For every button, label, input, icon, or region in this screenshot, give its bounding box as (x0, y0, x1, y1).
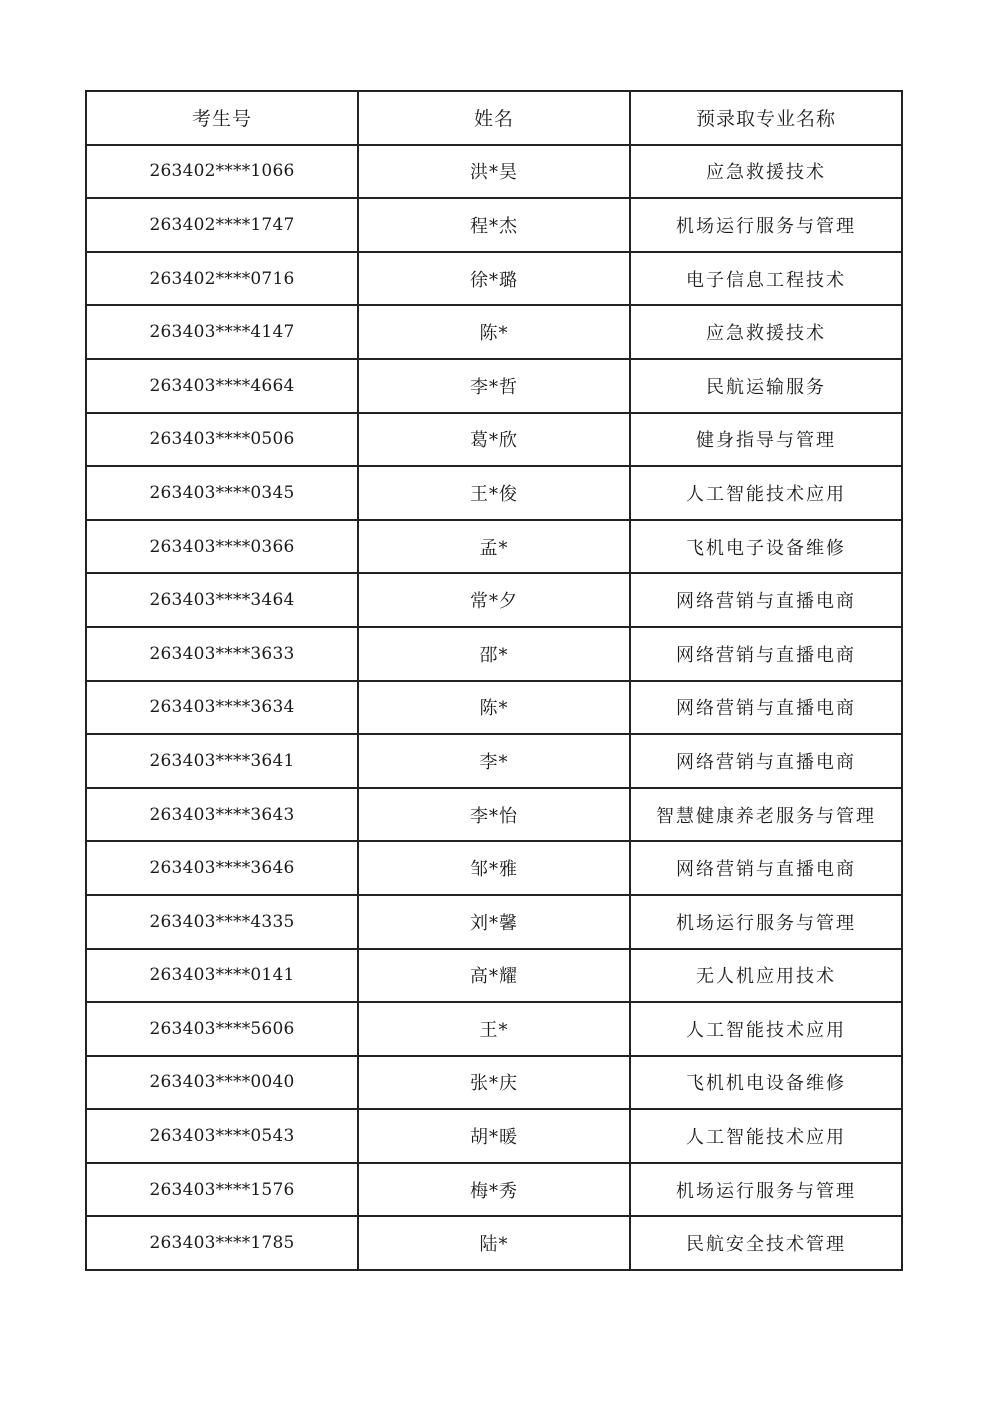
major-name-cell: 电子信息工程技术 (630, 252, 902, 306)
major-name-cell: 人工智能技术应用 (630, 466, 902, 520)
major-name-cell: 网络营销与直播电商 (630, 734, 902, 788)
major-name-cell: 应急救援技术 (630, 145, 902, 199)
student-name-cell: 洪*昊 (358, 145, 630, 199)
student-name-cell: 胡*暖 (358, 1109, 630, 1163)
candidate-id-cell: 263403****0141 (86, 949, 358, 1003)
student-name-cell: 梅*秀 (358, 1163, 630, 1217)
candidate-id-cell: 263403****4147 (86, 305, 358, 359)
student-name-cell: 常*夕 (358, 573, 630, 627)
major-name-cell: 人工智能技术应用 (630, 1002, 902, 1056)
student-name-cell: 邵* (358, 627, 630, 681)
student-name-cell: 邹*雅 (358, 841, 630, 895)
candidate-id-cell: 263402****0716 (86, 252, 358, 306)
student-name-cell: 徐*璐 (358, 252, 630, 306)
student-name-cell: 孟* (358, 520, 630, 574)
table-row (86, 681, 902, 735)
candidate-id-cell: 263403****0543 (86, 1109, 358, 1163)
table-row (86, 1002, 902, 1056)
table-row (86, 1056, 902, 1110)
major-name-cell: 网络营销与直播电商 (630, 681, 902, 735)
student-name-cell: 陆* (358, 1216, 630, 1270)
major-name-cell: 健身指导与管理 (630, 413, 902, 467)
table-row (86, 466, 902, 520)
student-name-cell: 陈* (358, 305, 630, 359)
candidate-id-cell: 263403****1785 (86, 1216, 358, 1270)
major-name-cell: 人工智能技术应用 (630, 1109, 902, 1163)
candidate-id-cell: 263402****1747 (86, 198, 358, 252)
candidate-id-cell: 263403****3641 (86, 734, 358, 788)
table-row (86, 145, 902, 199)
major-name-cell: 智慧健康养老服务与管理 (630, 788, 902, 842)
table-row (86, 413, 902, 467)
table-row (86, 788, 902, 842)
major-name-cell: 飞机机电设备维修 (630, 1056, 902, 1110)
table-header-row (86, 91, 902, 145)
table-row (86, 252, 902, 306)
candidate-id-cell: 263403****5606 (86, 1002, 358, 1056)
table-row (86, 949, 902, 1003)
student-name-cell: 陈* (358, 681, 630, 735)
student-name-cell: 葛*欣 (358, 413, 630, 467)
major-name-cell: 机场运行服务与管理 (630, 1163, 902, 1217)
candidate-id-cell: 263402****1066 (86, 145, 358, 199)
table-row (86, 841, 902, 895)
table-row (86, 627, 902, 681)
student-name-cell: 程*杰 (358, 198, 630, 252)
major-name-cell: 网络营销与直播电商 (630, 841, 902, 895)
major-name-cell: 民航运输服务 (630, 359, 902, 413)
table-row (86, 359, 902, 413)
candidate-id-cell: 263403****4335 (86, 895, 358, 949)
candidate-id-cell: 263403****0345 (86, 466, 358, 520)
candidate-id-cell: 263403****3643 (86, 788, 358, 842)
table-row (86, 305, 902, 359)
major-name-cell: 机场运行服务与管理 (630, 198, 902, 252)
major-name-cell: 网络营销与直播电商 (630, 573, 902, 627)
table-row (86, 1163, 902, 1217)
table-row (86, 573, 902, 627)
student-name-cell: 李*哲 (358, 359, 630, 413)
student-name-cell: 王*俊 (358, 466, 630, 520)
table-row (86, 895, 902, 949)
major-name-cell: 无人机应用技术 (630, 949, 902, 1003)
candidate-id-cell: 263403****0366 (86, 520, 358, 574)
student-name-cell: 高*耀 (358, 949, 630, 1003)
header-candidate-id: 考生号 (86, 91, 358, 145)
student-name-cell: 王* (358, 1002, 630, 1056)
major-name-cell: 机场运行服务与管理 (630, 895, 902, 949)
header-major: 预录取专业名称 (630, 91, 902, 145)
student-name-cell: 刘*馨 (358, 895, 630, 949)
candidate-id-cell: 263403****0506 (86, 413, 358, 467)
major-name-cell: 网络营销与直播电商 (630, 627, 902, 681)
table-row (86, 198, 902, 252)
candidate-id-cell: 263403****3633 (86, 627, 358, 681)
major-name-cell: 应急救援技术 (630, 305, 902, 359)
major-name-cell: 飞机电子设备维修 (630, 520, 902, 574)
student-name-cell: 张*庆 (358, 1056, 630, 1110)
student-name-cell: 李* (358, 734, 630, 788)
candidate-id-cell: 263403****0040 (86, 1056, 358, 1110)
candidate-id-cell: 263403****4664 (86, 359, 358, 413)
table-row (86, 1109, 902, 1163)
table-row (86, 520, 902, 574)
candidate-id-cell: 263403****1576 (86, 1163, 358, 1217)
table-body (86, 145, 902, 1270)
student-name-cell: 李*怡 (358, 788, 630, 842)
major-name-cell: 民航安全技术管理 (630, 1216, 902, 1270)
candidate-id-cell: 263403****3634 (86, 681, 358, 735)
table-row (86, 1216, 902, 1270)
admission-table (85, 90, 903, 1271)
candidate-id-cell: 263403****3464 (86, 573, 358, 627)
candidate-id-cell: 263403****3646 (86, 841, 358, 895)
table-row (86, 734, 902, 788)
header-name: 姓名 (358, 91, 630, 145)
